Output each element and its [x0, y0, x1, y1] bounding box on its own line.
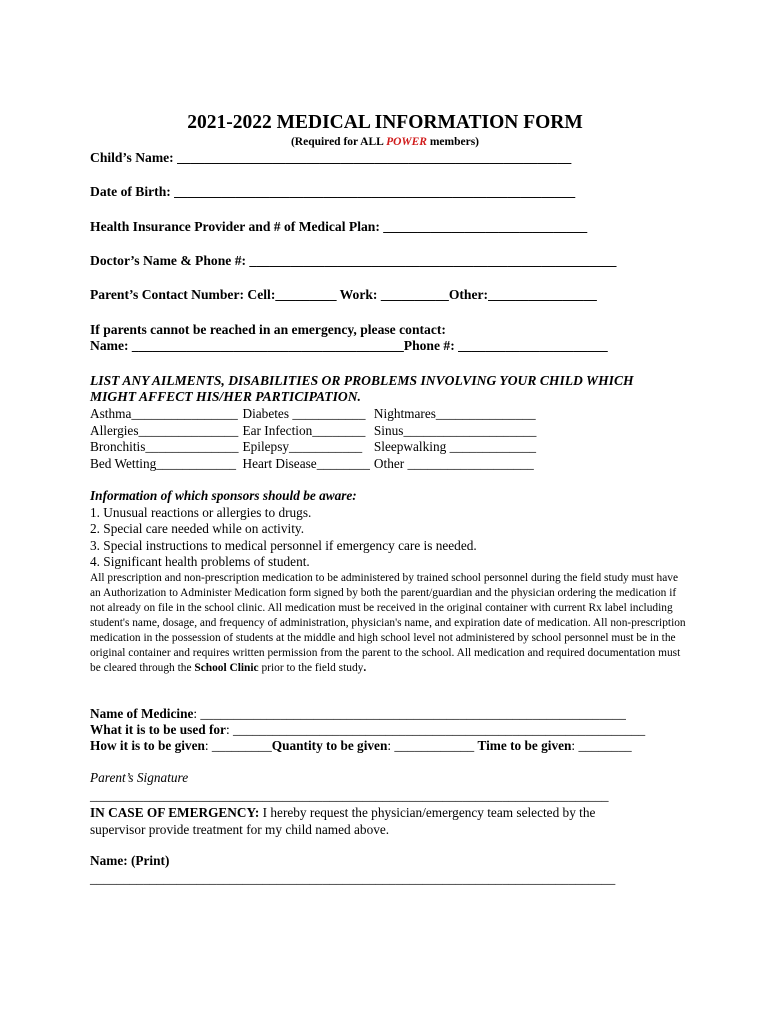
quantity-blank[interactable]: : ____________: [387, 738, 478, 753]
policy-school-clinic: School Clinic: [194, 662, 259, 674]
medicine-use-label: What it is to be used for: [90, 722, 226, 737]
quantity-label: Quantity to be given: [271, 738, 388, 753]
list-item: 1. Unusual reactions or allergies to drugs.: [90, 505, 312, 520]
emergency-contact-field[interactable]: Name: ________________________________________Phone #: ______________________: [90, 338, 608, 353]
sponsors-list: [90, 505, 477, 571]
emergency-consent-text2: supervisor provide treatment for my child named above.: [90, 821, 390, 837]
medicine-use-blank[interactable]: : ______________________________________________________________: [225, 722, 646, 737]
list-item: 4. Significant health problems of student.: [90, 554, 310, 570]
ailment-row: [90, 423, 540, 440]
medicine-name-field[interactable]: [90, 706, 626, 723]
ailment-item[interactable]: Bronchitis______________: [90, 439, 239, 455]
parent-contact-field[interactable]: Parent’s Contact Number: Cell:_________ Work: __________Other:________________: [90, 287, 597, 302]
medication-policy: [90, 571, 690, 676]
medicine-dosage-row: [90, 738, 632, 755]
form-title: 2021-2022 MEDICAL INFORMATION FORM: [187, 112, 583, 133]
emergency-consent: [90, 805, 595, 838]
list-item: 2. Special care needed while on activity.: [90, 521, 305, 537]
ailment-row: [90, 456, 540, 473]
time-label: Time to be given: [477, 738, 572, 753]
childs-name-field[interactable]: Child’s Name: __________________________________________________________: [90, 150, 572, 165]
time-blank[interactable]: : ________: [571, 738, 632, 753]
policy-text: All prescription and non-prescription medication to be administered by trained school personnel during the field study must have an Authorization to Administer Medication form signed by both the parent/guardian and the physician ordering the medication if not already on file in the school clinic. All medication must be received in the original container with current Rx label including student's name, dosage, and frequency of administration, physician's name, and expiration date of medication. All non-prescription medication in the possession of students at the middle and high school level not administered by school personnel must be in the original container and requires written permission from the parent to the school. All medication and required documentation must be cleared through the: [90, 572, 686, 674]
ailment-item[interactable]: Nightmares_______________: [373, 406, 536, 421]
print-name-label: Name: (Print): [90, 853, 170, 868]
ailments-heading-line1: LIST ANY AILMENTS, DISABILITIES OR PROBLEMS INVOLVING YOUR CHILD WHICH: [90, 373, 634, 388]
subtitle-pre: (Required for ALL: [290, 136, 387, 148]
form-subtitle: [0, 136, 770, 148]
sponsors-heading: Information of which sponsors should be aware:: [90, 488, 357, 503]
subtitle-post: members): [426, 136, 480, 148]
policy-end: prior to the field study: [258, 662, 364, 674]
ailment-item[interactable]: Diabetes ___________: [242, 406, 366, 421]
ailment-item[interactable]: Heart Disease________: [242, 455, 370, 471]
ailment-item[interactable]: Bed Wetting____________: [90, 455, 237, 471]
emergency-consent-text1: I hereby request the physician/emergency team selected by the: [259, 805, 596, 820]
ailments-heading: [90, 373, 634, 405]
medicine-use-field[interactable]: [90, 722, 645, 739]
medicine-name-label: Name of Medicine: [90, 706, 194, 721]
how-given-label: How it is to be given: [90, 738, 205, 753]
parent-signature-label: Parent’s Signature: [90, 770, 189, 785]
ailment-item[interactable]: Other ___________________: [373, 455, 534, 471]
ailment-row: [90, 439, 540, 456]
emergency-contact-intro: If parents cannot be reached in an emergency, please contact:: [90, 322, 446, 337]
ailment-item[interactable]: Sinus____________________: [373, 422, 537, 438]
ailment-item[interactable]: Sleepwalking _____________: [373, 439, 537, 455]
date-of-birth-field[interactable]: Date of Birth: ___________________________________________________________: [90, 184, 576, 199]
ailments-table: [90, 406, 540, 472]
ailment-item[interactable]: Ear Infection________: [242, 422, 366, 438]
parent-signature-line[interactable]: ______________________________________________________________________________: [90, 788, 609, 803]
doctor-field[interactable]: Doctor’s Name & Phone #: ______________________________________________________: [90, 253, 617, 268]
policy-period: .: [363, 662, 367, 674]
list-item: 3. Special instructions to medical personnel if emergency care is needed.: [90, 537, 477, 553]
ailment-row: [90, 406, 540, 423]
insurance-field[interactable]: Health Insurance Provider and # of Medical Plan: ______________________________: [90, 219, 588, 234]
medicine-name-blank[interactable]: : ________________________________________________________________: [193, 706, 626, 721]
ailments-heading-line2: MIGHT AFFECT HIS/HER PARTICIPATION.: [90, 389, 361, 404]
ailment-item[interactable]: Epilepsy___________: [242, 439, 363, 455]
how-given-blank[interactable]: : _________: [204, 738, 272, 753]
ailment-item[interactable]: Allergies_______________: [90, 422, 239, 438]
print-name-line[interactable]: _______________________________________________________________________________: [90, 871, 616, 886]
subtitle-power: POWER: [386, 136, 427, 148]
ailment-item[interactable]: Asthma________________: [90, 406, 238, 421]
emergency-consent-label: IN CASE OF EMERGENCY:: [90, 805, 260, 820]
